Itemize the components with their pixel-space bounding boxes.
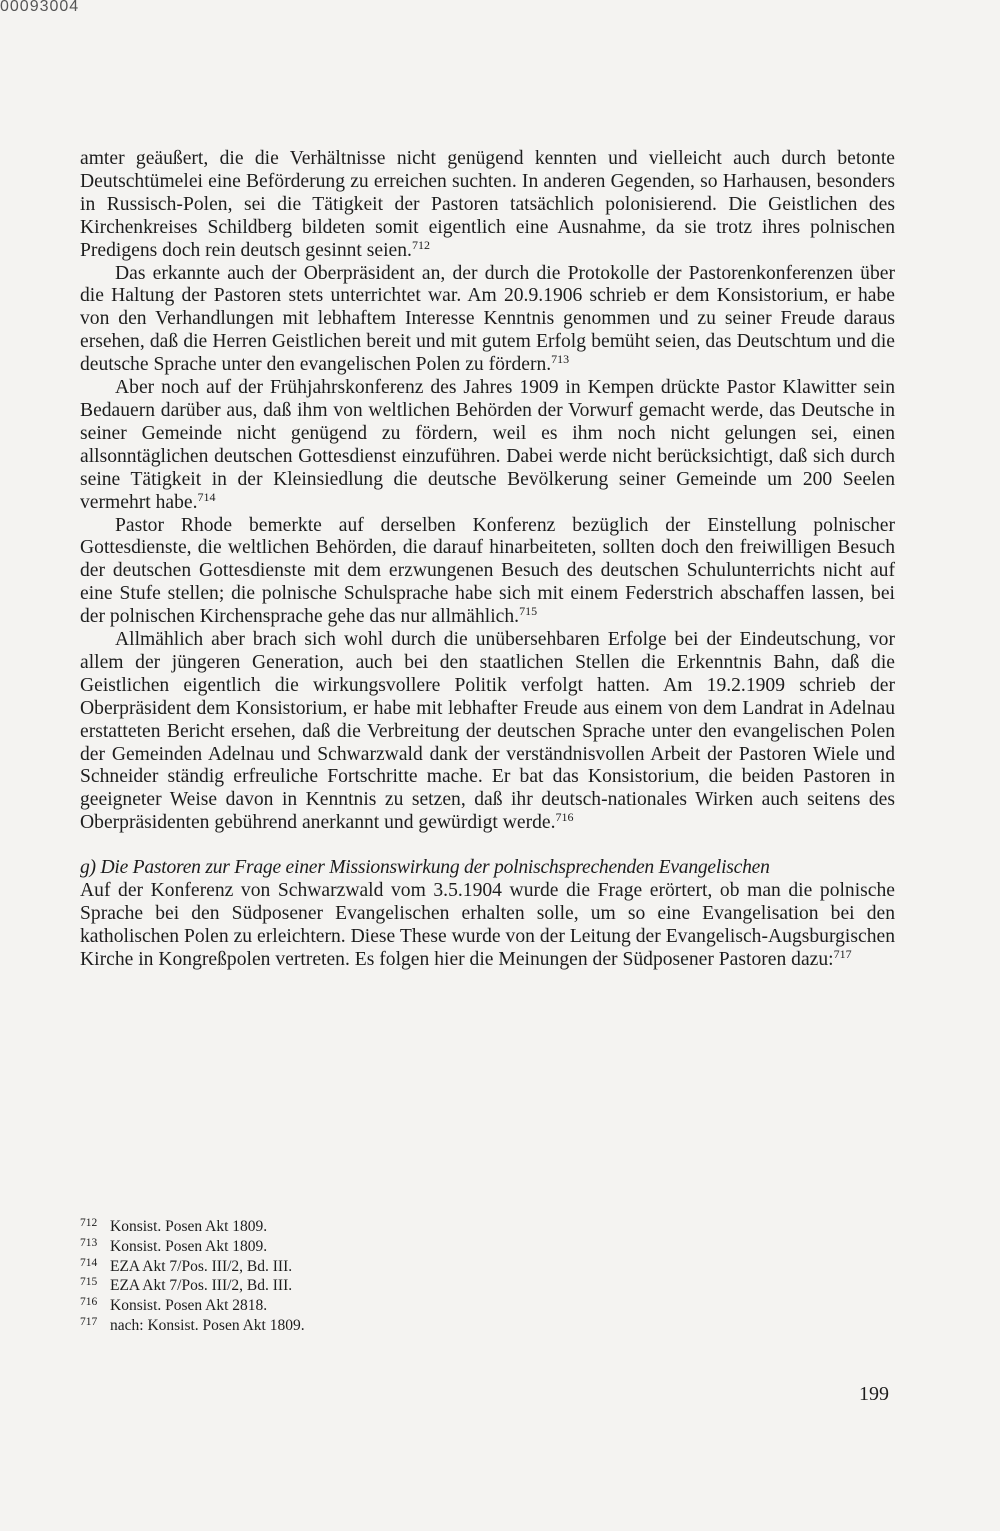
paragraph: [80, 880, 895, 972]
page-number: 199: [859, 1383, 889, 1405]
footnote-text: EZA Akt 7/Pos. III/2, Bd. III.: [110, 1277, 293, 1295]
paragraph-text: Aber noch auf der Frühjahrskonferenz des Jahres 1909 in Kempen drückte Pastor Klawitter sein Bedauern darüber aus, daß ihm von weltlichen Behörden der Vorwurf gemacht werde, das Deutsche in seiner Gemeinde nicht genügend zu fördern, weil es ihm noch nicht gelungen sei, einen allsonntäglichen deutschen Gottesdienst einzuführen. Dabei werde nicht berücksichtigt, daß sich durch seine Tätigkeit in der Kleinsiedlung die deutsche Bevölkerung seiner Gemeinde um 200 Seelen vermehrt habe.: [80, 377, 895, 513]
page-body: [80, 148, 895, 972]
footnote-text: Konsist. Posen Akt 1809.: [110, 1237, 268, 1255]
footnote-ref: 713: [551, 352, 570, 367]
footnote: 713 Konsist. Posen Akt 1809.: [80, 1236, 268, 1255]
paragraph: [80, 377, 895, 514]
footnote-text: EZA Akt 7/Pos. III/2, Bd. III.: [110, 1257, 293, 1275]
paragraph: [80, 263, 895, 378]
footnote-text: Konsist. Posen Akt 1809.: [110, 1218, 268, 1235]
scan-id-tab: 00093004: [0, 0, 80, 14]
paragraph-text: amter geäußert, die die Verhältnisse nicht genügend kennten und vielleicht auch durch betonte Deutschtümelei eine Beförderung zu erreichen suchten. In anderen Gegenden, so Harhausen, besonders in Russisch-Polen, sei die Tätigkeit der Pastoren tatsächlich polonisierend. Die Geistlichen des Kirchenkreises Schildberg bildeten somit eigentlich eine Ausnahme, da sie trotz ihres polnischen Predigens doch rein deutsch gesinnt seien.: [80, 148, 895, 261]
paragraph: [80, 629, 895, 835]
footnote-ref: 715: [519, 604, 538, 619]
footnote: 715 EZA Akt 7/Pos. III/2, Bd. III.: [80, 1276, 293, 1295]
footnote-text: nach: Konsist. Posen Akt 1809.: [110, 1316, 305, 1334]
footnote-text: Konsist. Posen Akt 2818.: [110, 1297, 268, 1315]
paragraph-text: Pastor Rhode bemerkte auf derselben Konferenz bezüglich der Einstellung polnischer Gottesdienste, die weltlichen Behörden, die darauf hinarbeiteten, sollten doch den freiwilligen Besuch der deutschen Gottesdienste mit dem erzwungenen Besuch des deutschen Schulunterrichts nicht auf eine Stufe stellen; die polnische Schulsprache habe sich mit einem Federstrich abschaffen lassen, bei der polnischen Kirchensprache gehe das nur allmählich.: [80, 514, 895, 628]
footnote-ref: 714: [197, 489, 216, 504]
paragraph: [80, 515, 895, 630]
section-heading: g) Die Pastoren zur Frage einer Missionswirkung der polnischsprechenden Evangelischen: [80, 857, 770, 879]
footnote-ref: 712: [411, 237, 430, 252]
paragraph-text: Allmählich aber brach sich wohl durch die unübersehbaren Erfolge bei der Eindeutschung, vor allem der jüngeren Generation, auch bei den staatlichen Stellen die Erkenntnis Bahn, daß die Geistlichen eigentlich die wirkungsvollere Politik verfolgt hatten. Am 19.2.1909 schrieb der Oberpräsident dem Konsistorium, er habe mit lebhafter Freude aus einem von dem Landrat in Adelnau erstatteten Bericht ersehen, daß die Verbreitung der deutschen Sprache unter den evangelischen Polen der Gemeinden Adelnau und Schwarzwald dank der verständnisvollen Arbeit der Pastoren Wiele und Schneider ständig erfreuliche Fortschritte mache. Er bat das Konsistorium, die beiden Pastoren in geeigneter Weise davon in Kenntnis zu setzen, daß ihr deutsch-nationales Wirken auch seitens des Oberpräsidenten gebührend anerkannt und gewürdigt werde.: [80, 629, 895, 834]
paragraph-text: Das erkannte auch der Oberpräsident an, der durch die Protokolle der Pastorenkonferenzen über die Haltung der Pastoren stets unterrichtet war. Am 20.9.1906 schrieb er dem Konsistorium, er habe von den Verhandlungen mit lebhaftem Interesse Kenntnis genommen und zu seiner Freude daraus ersehen, daß die Herren Geistlichen bereit und mit gutem Erfolg bemüht seien, das Deutschtum und die deutsche Sprache unter den evangelischen Polen zu fördern.: [80, 262, 895, 376]
paragraph-text: Auf der Konferenz von Schwarzwald vom 3.5.1904 wurde die Frage erörtert, ob man die polnische Sprache bei den Südposener Evangelischen erhalten solle, um so eine Evangelisation bei den katholischen Polen zu erleichtern. Diese These wurde von der Leitung der Evangelisch-Augsburgischen Kirche in Kongreßpolen vertreten. Es folgen hier die Meinungen der Südposener Pastoren dazu:: [80, 880, 895, 970]
footnote-ref: 717: [833, 946, 852, 961]
paragraph: [80, 148, 895, 263]
footnotes: [80, 1217, 500, 1336]
footnote: 712 Konsist. Posen Akt 1809.: [80, 1217, 268, 1235]
footnote: 717 nach: Konsist. Posen Akt 1809.: [80, 1315, 305, 1334]
footnote-ref: 716: [555, 810, 574, 825]
footnote: 714 EZA Akt 7/Pos. III/2, Bd. III.: [80, 1256, 293, 1275]
footnote: 716 Konsist. Posen Akt 2818.: [80, 1296, 268, 1315]
